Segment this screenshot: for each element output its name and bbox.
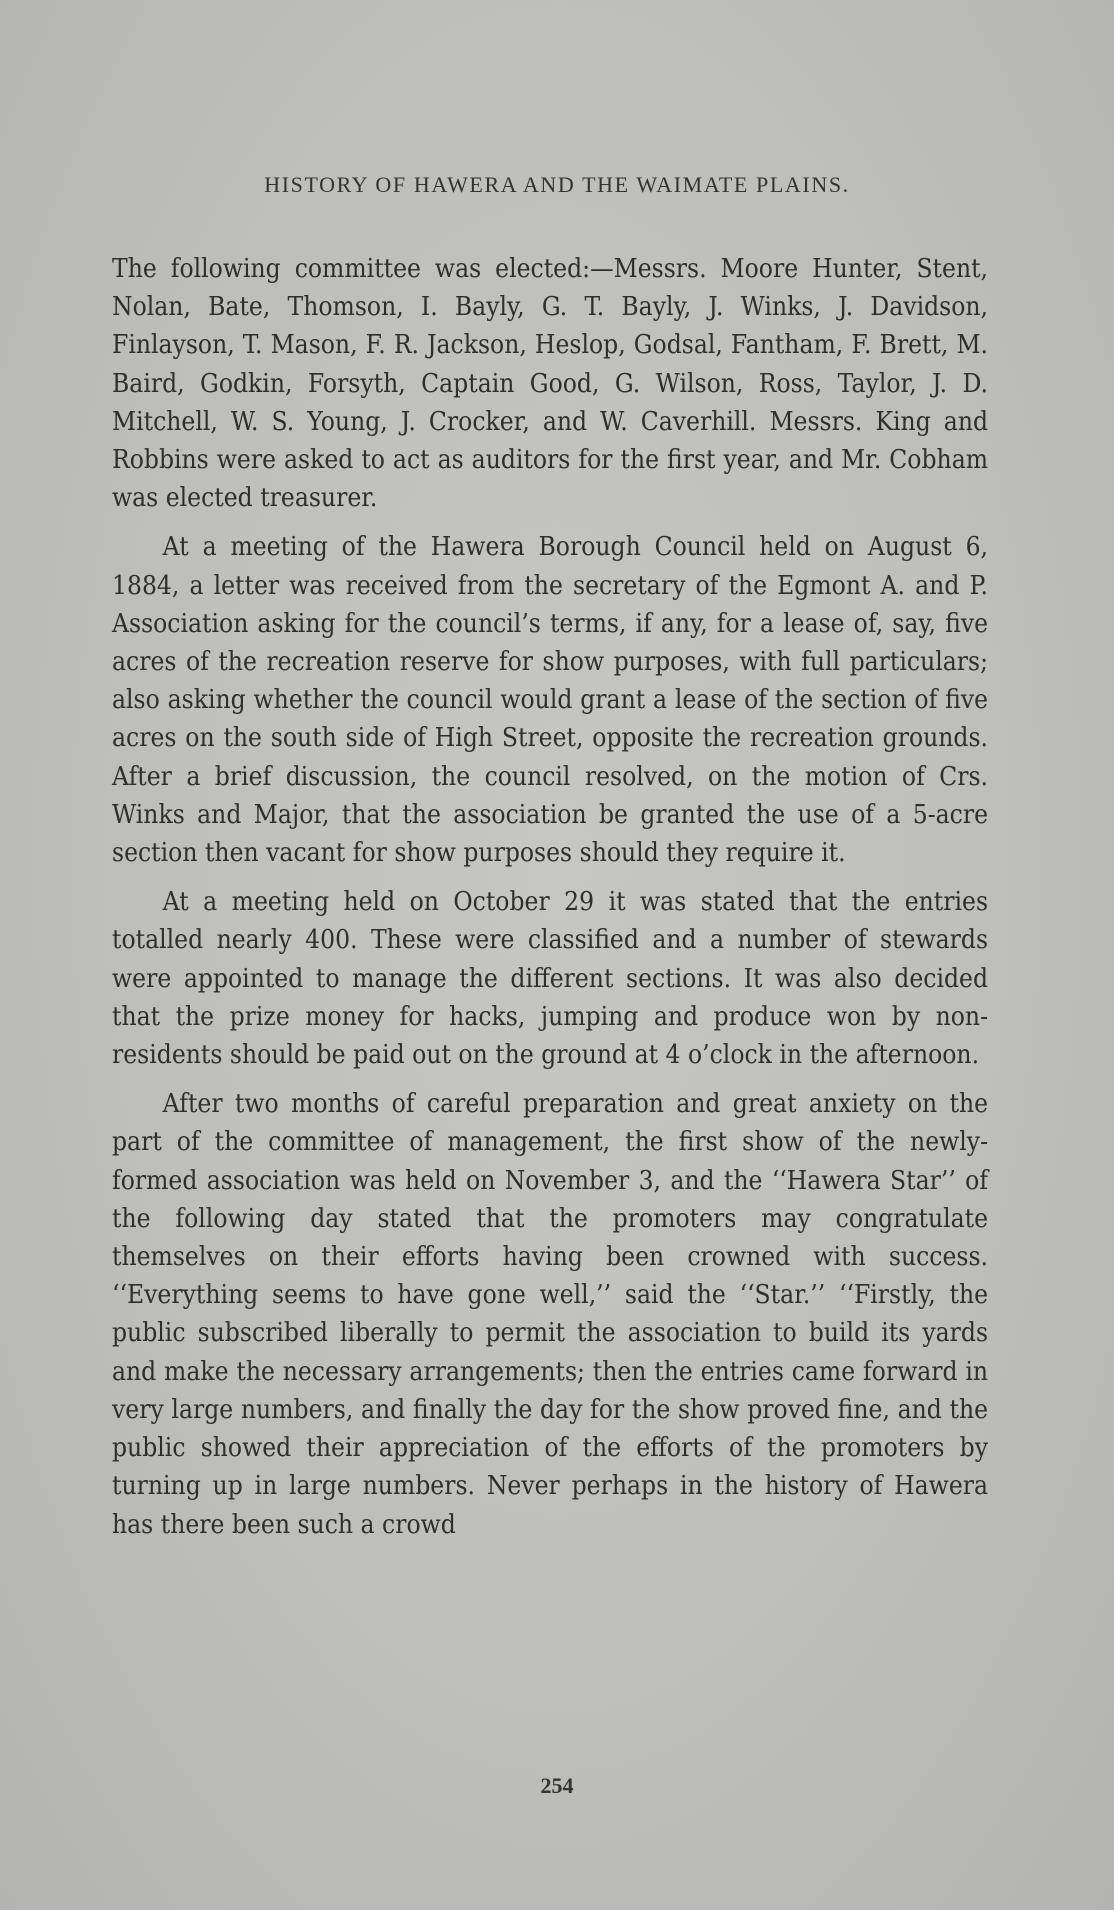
paragraph-october-meeting: At a meeting held on October 29 it was stated that the entries totalled nearly 400. These were classified and a number of stewards were appointed to manage the different sections. It was also decided that the prize money for hacks, jumping and produce won by non-residents should be paid out on the ground at 4 o’clock in the afternoon. (112, 887, 989, 1071)
page-body (112, 250, 988, 1555)
running-header: HISTORY OF HAWERA AND THE WAIMATE PLAINS. (264, 172, 850, 197)
paragraph-first-show: After two months of careful preparation and great anxiety on the part of the committee of management, the first show of the newly-formed association was held on November 3, and the ‘‘Hawera Star’’ of the following day stated that the promoters may congratulate themselves on their efforts having been crowned with success. ‘‘Everything seems to have gone well,’’ said the ‘‘Star.’’ ‘‘Firstly, the public subscribed liberally to permit the association to build its yards and make the necessary arrangements; then the entries came forward in very large numbers, and finally the day for the show proved fine, and the public showed their appreciation of the efforts of the promoters by turning up in large numbers. Never perhaps in the history of Hawera has there been such a crowd (112, 1089, 989, 1540)
page-number: 254 (540, 1773, 574, 1798)
paragraph-committee: The following committee was elected:—Messrs. Moore Hunter, Stent, Nolan, Bate, Thomson, I. Bayly, G. T. Bayly, J. Winks, J. Davidson, Finlayson, T. Mason, F. R. Jackson, Heslop, Godsal, Fantham, F. Brett, M. Baird, Godkin, Forsyth, Captain Good, G. Wilson, Ross, Taylor, J. D. Mitchell, W. S. Young, J. Crocker, and W. Caverhill. Messrs. King and Robbins were asked to act as auditors for the first year, and Mr. Cobham was elected treasurer. (112, 254, 989, 514)
paragraph-borough-council: At a meeting of the Hawera Borough Council held on August 6, 1884, a letter was received from the secretary of the Egmont A. and P. Association asking for the council’s terms, if any, for a lease of, say, five acres of the recreation reserve for show purposes, with full particulars; also asking whether the council would grant a lease of the section of five acres on the south side of High Street, opposite the recreation grounds. After a brief discussion, the council resolved, on the motion of Crs. Winks and Major, that the association be granted the use of a 5-acre section then vacant for show purposes should they require it. (112, 532, 989, 869)
